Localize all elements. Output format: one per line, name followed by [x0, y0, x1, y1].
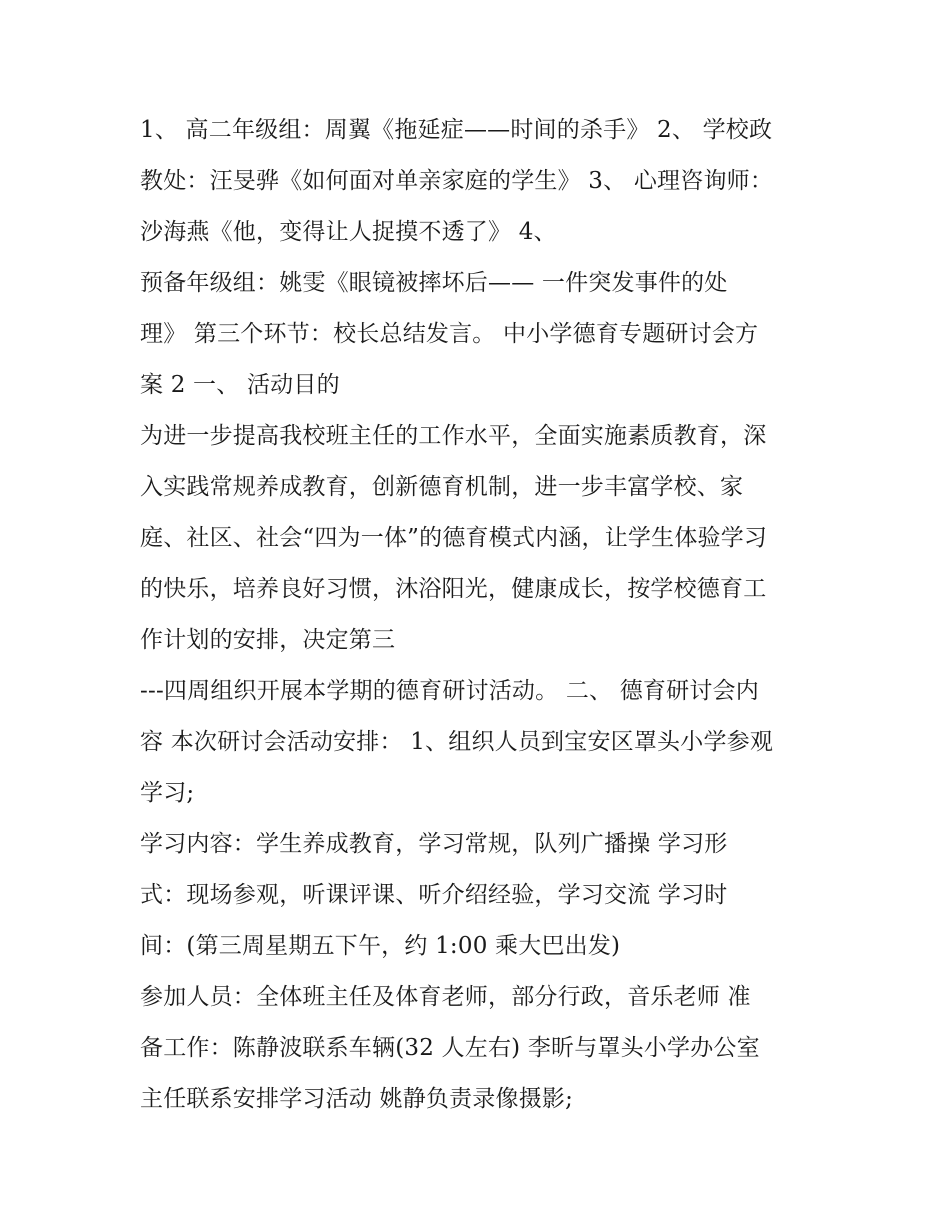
text-line: 主任联系安排学习活动 姚静负责录像摄影;	[140, 1086, 574, 1112]
text-line: 为进一步提高我校班主任的工作水平，全面实施素质教育，深	[140, 423, 767, 449]
text-line: 案 2 一、 活动目的	[140, 372, 340, 398]
document-body	[140, 105, 840, 1125]
text-line: 学习;	[140, 780, 195, 806]
text-line: ---四周组织开展本学期的德育研讨活动。 二、 德育研讨会内	[140, 678, 759, 704]
text-line: 的快乐，培养良好习惯，沐浴阳光，健康成长，按学校德育工	[140, 576, 767, 602]
text-line: 备工作：陈静波联系车辆(32 人左右) 李昕与罩头小学办公室	[140, 1035, 760, 1061]
text-line: 式：现场参观，听课评课、听介绍经验，学习交流 学习时	[140, 882, 728, 908]
text-line: 预备年级组：姚雯《眼镜被摔坏后—— 一件突发事件的处	[140, 270, 728, 296]
text-line: 学习内容：学生养成教育，学习常规，队列广播操 学习形	[140, 831, 728, 857]
text-line: 1、 高二年级组：周翼《拖延症——时间的杀手》 2、 学校政	[140, 117, 773, 143]
text-line: 沙海燕《他，变得让人捉摸不透了》 4、	[140, 219, 557, 245]
text-line: 间：(第三周星期五下午，约 1:00 乘大巴出发)	[140, 933, 621, 959]
text-line: 入实践常规养成教育，创新德育机制，进一步丰富学校、家	[140, 474, 744, 500]
text-line: 参加人员：全体班主任及体育老师，部分行政，音乐老师 准	[140, 984, 751, 1010]
text-line: 庭、社区、社会“四为一体”的德育模式内涵，让学生体验学习	[140, 525, 768, 551]
text-line: 理》 第三个环节：校长总结发言。 中小学德育专题研讨会方	[140, 321, 759, 347]
text-line: 容 本次研讨会活动安排： 1、组织人员到宝安区罩头小学参观	[140, 729, 774, 755]
text-line: 作计划的安排，决定第三	[140, 627, 396, 653]
text-line: 教处：汪旻骅《如何面对单亲家庭的学生》 3、 心理咨询师：	[140, 168, 774, 194]
